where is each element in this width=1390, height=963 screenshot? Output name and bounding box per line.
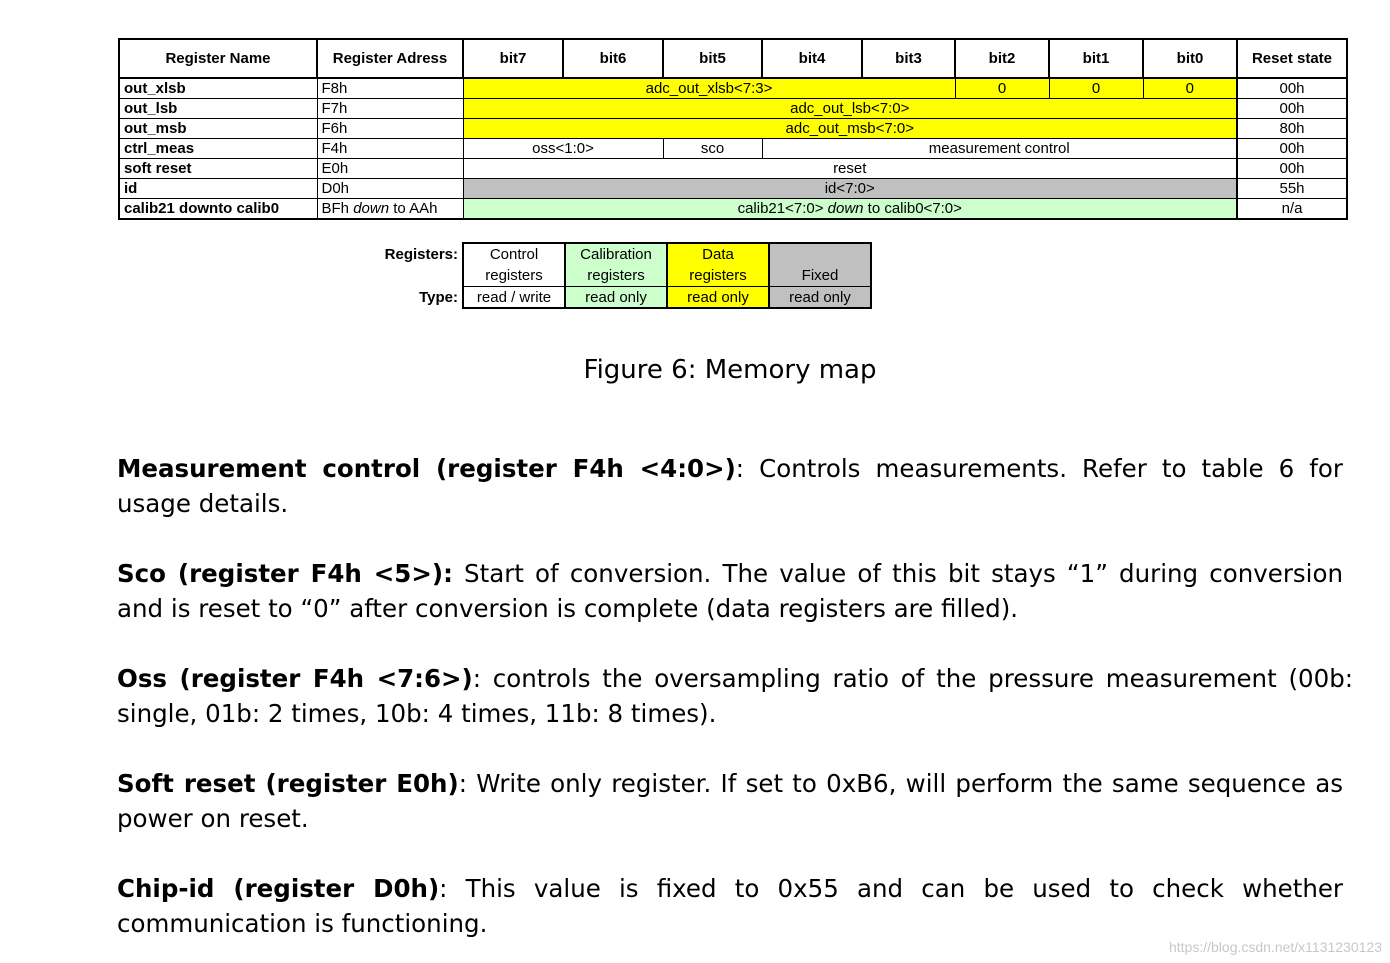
reset-state: 00h	[1237, 159, 1347, 179]
legend-fixed-line2: Fixed	[769, 265, 871, 287]
legend-type-label: Type:	[419, 288, 458, 306]
header-bit4: bit4	[762, 39, 862, 78]
legend-data-type: read only	[667, 287, 769, 309]
address-italic: down	[353, 200, 390, 217]
bit-field: adc_out_xlsb<7:3>	[463, 78, 955, 99]
register-name: out_msb	[119, 119, 317, 139]
register-address: F7h	[317, 99, 463, 119]
paragraph-text: : Controls measurements. Refer to table 6 for usage details.	[117, 454, 1343, 518]
legend-calibration-line2: registers	[565, 265, 667, 287]
reset-state: 80h	[1237, 119, 1347, 139]
header-register-address: Register Adress	[317, 39, 463, 78]
legend-calibration-line1: Calibration	[565, 243, 667, 265]
paragraph-text: : Write only register. If set to 0xB6, will perform the same sequence as power on reset.	[117, 769, 1343, 833]
register-address: F6h	[317, 119, 463, 139]
register-address: F8h	[317, 78, 463, 99]
bit-field: adc_out_lsb<7:0>	[463, 99, 1237, 119]
header-bit3: bit3	[862, 39, 955, 78]
paragraph-measurement-control	[117, 451, 1343, 521]
paragraph-text: : This value is fixed to 0x55 and can be used to check whether communication is functioning.	[117, 874, 1343, 938]
bit-field: adc_out_msb<7:0>	[463, 119, 1237, 139]
paragraph-title: Measurement control (register F4h <4:0>)	[117, 454, 736, 483]
register-name: calib21 downto calib0	[119, 199, 317, 220]
legend-fixed-line1	[769, 243, 871, 265]
register-address: D0h	[317, 179, 463, 199]
reset-state: 00h	[1237, 139, 1347, 159]
legend-control-line1: Control	[463, 243, 565, 265]
header-bit2: bit2	[955, 39, 1049, 78]
header-bit6: bit6	[563, 39, 663, 78]
register-name: out_xlsb	[119, 78, 317, 99]
register-name: id	[119, 179, 317, 199]
header-bit0: bit0	[1143, 39, 1237, 78]
paragraph-title: Soft reset (register E0h)	[117, 769, 459, 798]
header-reset-state: Reset state	[1237, 39, 1347, 78]
register-name: ctrl_meas	[119, 139, 317, 159]
reset-state: 00h	[1237, 78, 1347, 99]
reset-state: n/a	[1237, 199, 1347, 220]
paragraph-soft-reset	[117, 766, 1343, 836]
field-italic: down	[827, 200, 864, 217]
register-name: out_lsb	[119, 99, 317, 119]
register-address: E0h	[317, 159, 463, 179]
paragraph-oss	[117, 661, 1353, 731]
paragraph-sco	[117, 556, 1343, 626]
bit2-value: 0	[955, 78, 1049, 99]
memory-map-table	[118, 38, 1348, 220]
bit-field: reset	[463, 159, 1237, 179]
table-row	[119, 99, 1347, 119]
register-address	[317, 199, 463, 220]
reset-state: 00h	[1237, 99, 1347, 119]
sco-field: sco	[663, 139, 762, 159]
bit1-value: 0	[1049, 78, 1143, 99]
legend-fixed-type: read only	[769, 287, 871, 309]
oss-field: oss<1:0>	[463, 139, 663, 159]
paragraph-text: : controls the oversampling ratio of the pressure measurement (00b: single, 01b: 2 times, 10b: 4 times, 11b: 8 times).	[117, 664, 1353, 728]
paragraph-title: Oss (register F4h <7:6>)	[117, 664, 473, 693]
register-name: soft reset	[119, 159, 317, 179]
field-part: to calib0<7:0>	[863, 200, 962, 217]
legend-control-type: read / write	[463, 287, 565, 309]
measurement-control-field: measurement control	[762, 139, 1237, 159]
header-bit5: bit5	[663, 39, 762, 78]
bit0-value: 0	[1143, 78, 1237, 99]
table-row	[119, 78, 1347, 99]
reset-state: 55h	[1237, 179, 1347, 199]
legend-data-line1: Data	[667, 243, 769, 265]
watermark-url: https://blog.csdn.net/x1131230123	[1168, 939, 1382, 955]
address-part: BFh	[321, 200, 354, 217]
address-part: to AAh	[389, 200, 438, 217]
paragraph-text: Start of conversion. The value of this bit stays “1” during conversion and is reset to “0” after conversion is complete (data registers are filled).	[117, 559, 1343, 623]
table-header-row	[119, 39, 1347, 78]
header-bit1: bit1	[1049, 39, 1143, 78]
table-row	[119, 199, 1347, 220]
table-row	[119, 139, 1347, 159]
paragraph-title: Chip-id (register D0h)	[117, 874, 440, 903]
paragraph-title: Sco (register F4h <5>):	[117, 559, 453, 588]
legend-control-line2: registers	[463, 265, 565, 287]
header-bit7: bit7	[463, 39, 563, 78]
table-row	[119, 179, 1347, 199]
field-part: calib21<7:0>	[737, 200, 828, 217]
register-type-legend	[370, 242, 872, 309]
table-row	[119, 119, 1347, 139]
bit-field: id<7:0>	[463, 179, 1237, 199]
paragraph-chip-id	[117, 871, 1343, 941]
legend-calibration-type: read only	[565, 287, 667, 309]
figure-caption: Figure 6: Memory map	[583, 355, 877, 385]
register-address: F4h	[317, 139, 463, 159]
bit-field	[463, 199, 1237, 220]
legend-registers-label: Registers:	[384, 245, 458, 263]
legend-data-line2: registers	[667, 265, 769, 287]
table-row	[119, 159, 1347, 179]
header-register-name: Register Name	[119, 39, 317, 78]
